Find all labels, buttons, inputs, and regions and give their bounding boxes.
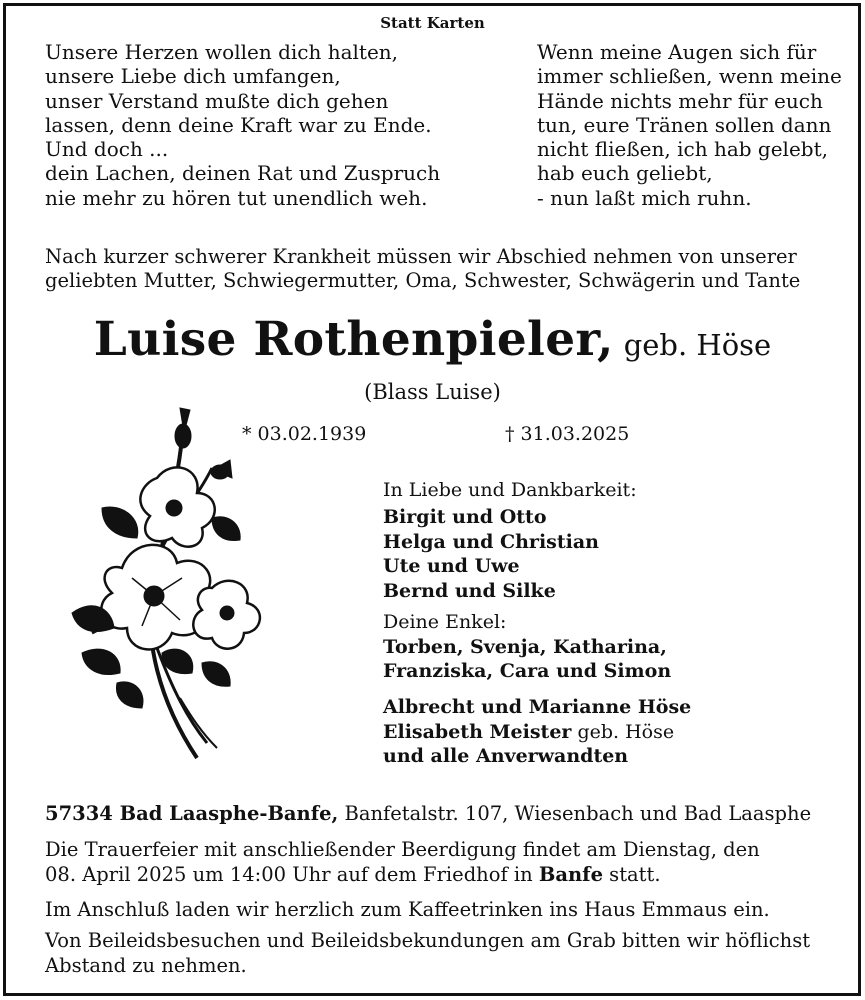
poem-right-line: tun, eure Tränen sollen dann: [537, 112, 832, 137]
condolence-text: [45, 929, 810, 978]
poem-right: [537, 40, 842, 210]
poem-left-line: unser Verstand mußte dich gehen: [45, 88, 389, 113]
relatives-line: Albrecht und Marianne Höse: [383, 696, 692, 718]
condolence-line: Abstand zu nehmen.: [45, 953, 247, 977]
deceased-name: Luise Rothenpieler,: [93, 312, 614, 367]
poem-right-line: Wenn meine Augen sich für: [537, 40, 817, 64]
grandchildren-line: Franziska, Cara und Simon: [383, 660, 672, 682]
poem-right-line: nicht fließen, ich hab gelebt,: [537, 137, 828, 162]
address-place: 57334 Bad Laasphe-Banfe,: [45, 802, 339, 825]
grandchildren-line: Torben, Svenja, Katharina,: [383, 635, 667, 658]
grandchildren-label: Deine Enkel:: [383, 611, 507, 633]
funeral-line-post: statt.: [602, 862, 661, 886]
address-line: [45, 802, 811, 827]
relatives-line: [383, 720, 691, 745]
poem-left-line: nie mehr zu hören tut unendlich weh.: [45, 185, 428, 210]
poem-left-line: dein Lachen, deinen Rat und Zuspruch: [45, 161, 441, 186]
poem-right-line: Hände nichts mehr für euch: [537, 88, 823, 113]
deceased-name-block: [0, 312, 865, 367]
poem-left-line: unsere Liebe dich umfangen,: [45, 64, 341, 89]
funeral-line: Die Trauerfeier mit anschließender Beerdigung findet am Dienstag, den: [45, 838, 760, 861]
relatives-line: und alle Anverwandten: [383, 745, 629, 767]
intro-line: Nach kurzer schwerer Krankheit müssen wir Abschied nehmen von unserer: [45, 245, 797, 268]
grandchildren-block: [383, 610, 671, 684]
nickname: (Blass Luise): [364, 380, 501, 404]
relatives-block: [383, 695, 691, 769]
child-entry: Helga und Christian: [383, 530, 599, 553]
death-date: † 31.03.2025: [505, 423, 630, 445]
poem-left: [45, 40, 440, 210]
child-entry: Ute und Uwe: [383, 555, 520, 577]
coffee-invitation: Im Anschluß laden wir herzlich zum Kaffeetrinken ins Haus Emmaus ein.: [45, 898, 770, 921]
condolence-line: Von Beileidsbesuchen und Beileidsbekundungen am Grab bitten wir höflichst: [45, 929, 811, 952]
rose-flower-icon: [62, 398, 272, 773]
funeral-line-pre: 08. April 2025 um 14:00 Uhr auf dem Friedhof in: [45, 862, 539, 886]
intro-text: [45, 245, 800, 293]
poem-right-line: hab euch geliebt,: [537, 161, 713, 186]
funeral-place: Banfe: [538, 862, 603, 886]
birth-date: * 03.02.1939: [242, 423, 367, 445]
child-entry: Birgit und Otto: [383, 506, 547, 528]
poem-right-line: immer schließen, wenn meine: [537, 64, 842, 89]
child-entry: Bernd und Silke: [383, 579, 556, 602]
address-rest: Banfetalstr. 107, Wiesenbach und Bad Laasphe: [338, 802, 812, 825]
poem-left-line: Und doch ...: [45, 137, 169, 162]
header-statt-karten: Statt Karten: [380, 14, 485, 32]
poem-right-line: - nun laßt mich ruhn.: [537, 185, 752, 210]
relative-name: Elisabeth Meister: [383, 720, 572, 743]
poem-left-line: lassen, denn deine Kraft war zu Ende.: [45, 112, 432, 137]
relative-birthname: geb. Höse: [571, 720, 675, 743]
family-intro: In Liebe und Dankbarkeit:: [383, 479, 637, 501]
poem-left-line: Unsere Herzen wollen dich halten,: [45, 40, 399, 64]
intro-line: geliebten Mutter, Schwiegermutter, Oma, Schwester, Schwägerin und Tante: [45, 269, 801, 292]
funeral-text: [45, 838, 760, 887]
children-list: [383, 505, 599, 603]
birth-name: geb. Höse: [623, 328, 772, 362]
funeral-line: [45, 863, 760, 888]
